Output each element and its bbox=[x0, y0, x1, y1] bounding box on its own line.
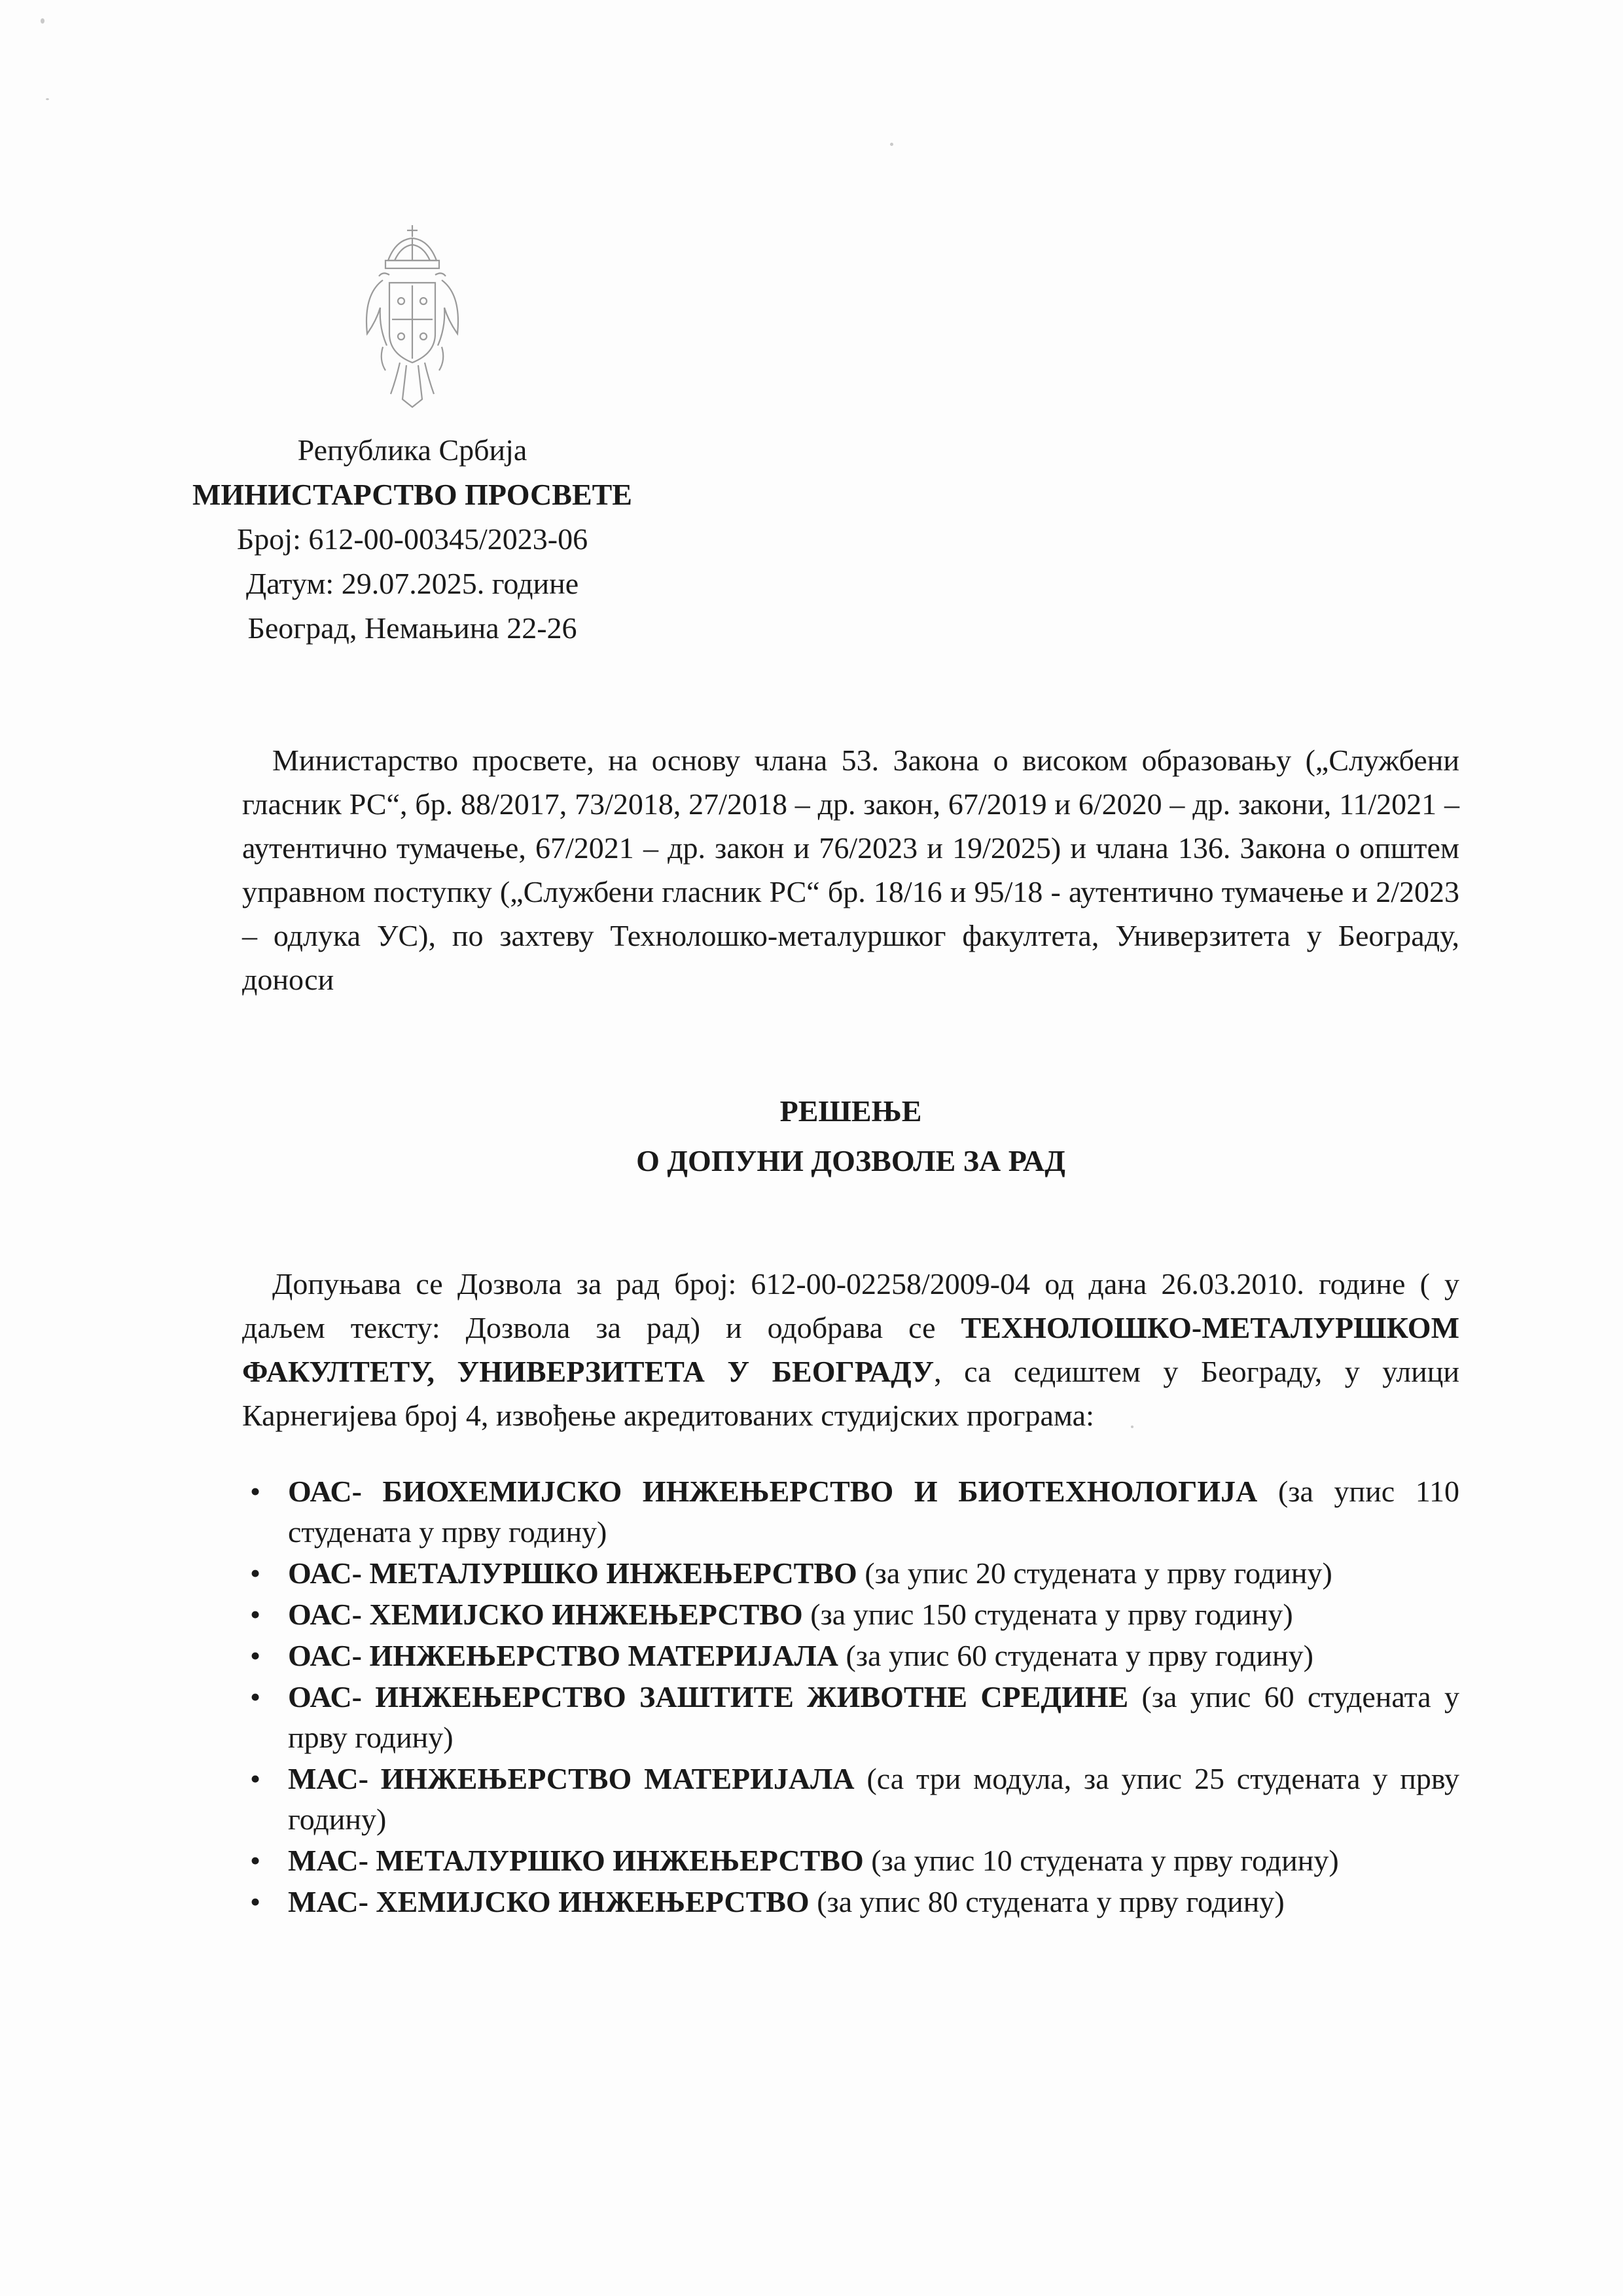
bullet-icon: • bbox=[249, 1639, 261, 1672]
list-item bbox=[242, 1759, 1459, 1840]
intro-paragraph: Министарство просвете, на основу члана 53. Закона о високом образовању („Службени гласник РС“, бр. 88/2017, 73/2018, 27/2018 – др. закон, 67/2019 и 6/2020 – др. закони, 11/2021 – аутентично тумачење, 67/2021 – др. закон и 76/2023 и 19/2025) и члана 136. Закона о општем управном поступку („Службени гласник РС“ бр. 18/16 и 95/18 - аутентично тумачење и 2/2023 – одлука УС), по захтеву Технолошко-металуршког факултета, Универзитета у Београду, доноси bbox=[242, 744, 1459, 996]
bullet-icon: • bbox=[249, 1762, 261, 1795]
list-item bbox=[242, 1471, 1459, 1552]
intro-section bbox=[242, 738, 1459, 1001]
program-name: ОАС- ИНЖЕЊЕРСТВО МАТЕРИЈАЛА bbox=[288, 1639, 839, 1672]
program-detail: (за упис 60 студената у прву годину) bbox=[838, 1639, 1313, 1672]
program-detail: (за упис 10 студената у прву годину) bbox=[863, 1844, 1339, 1877]
institution-name: ТЕХНОЛОШКО-МЕТАЛУРШКОМ ФАКУЛТЕТУ, УНИВЕРЗИТЕТА У БЕОГРАДУ bbox=[242, 1311, 1459, 1388]
program-detail: (за упис 60 студената у прву годину) bbox=[288, 1680, 1459, 1754]
country-name: Република Србија bbox=[297, 433, 527, 467]
decision-text-part-1: Допуњава се Дозвола за рад број: 612-00-02258/2009-04 од дана 26.03.2010. године ( у даљем тексту: Дозвола за рад) и одобрава се bbox=[242, 1267, 1459, 1344]
bullet-icon: • bbox=[249, 1844, 261, 1877]
document-date: Датум: 29.07.2025. године bbox=[245, 567, 579, 600]
program-name: МАС- МЕТАЛУРШКО ИНЖЕЊЕРСТВО bbox=[288, 1844, 864, 1877]
decision-paragraph bbox=[242, 1262, 1459, 1437]
scan-speck bbox=[41, 18, 45, 24]
program-detail: (за упис 20 студената у прву годину) bbox=[857, 1556, 1332, 1590]
letterhead bbox=[157, 223, 668, 651]
bullet-icon: • bbox=[249, 1885, 261, 1918]
title-line-1: РЕШЕЊЕ bbox=[779, 1094, 922, 1128]
list-item bbox=[242, 1677, 1459, 1758]
program-detail: (са три модула, за упис 25 студената у прву годину) bbox=[288, 1762, 1459, 1836]
scan-speck bbox=[890, 143, 893, 146]
list-item bbox=[242, 1840, 1459, 1881]
list-item bbox=[242, 1636, 1459, 1676]
title-line-2: О ДОПУНИ ДОЗВОЛЕ ЗА РАД bbox=[636, 1144, 1065, 1177]
program-name: МАС- ИНЖЕЊЕРСТВО МАТЕРИЈАЛА bbox=[288, 1762, 855, 1795]
ministry-address: Београд, Немањина 22-26 bbox=[247, 611, 577, 645]
program-name: ОАС- ИНЖЕЊЕРСТВО ЗАШТИТЕ ЖИВОТНЕ СРЕДИНЕ bbox=[288, 1680, 1129, 1713]
bullet-icon: • bbox=[249, 1556, 261, 1590]
program-name: ОАС- ХЕМИЈСКО ИНЖЕЊЕРСТВО bbox=[288, 1598, 803, 1631]
decision-section bbox=[242, 1262, 1459, 1437]
program-name: ОАС- БИОХЕМИЈСКО ИНЖЕЊЕРСТВО И БИОТЕХНОЛОГИЈА bbox=[288, 1475, 1258, 1508]
program-name: МАС- ХЕМИЈСКО ИНЖЕЊЕРСТВО bbox=[288, 1885, 810, 1918]
ministry-name: МИНИСТАРСТВО ПРОСВЕТЕ bbox=[192, 478, 632, 511]
scan-speck bbox=[46, 98, 49, 100]
bullet-icon: • bbox=[249, 1598, 261, 1631]
document-number: Број: 612-00-00345/2023-06 bbox=[236, 522, 588, 556]
decision-text-part-2: , са седиштем у Београду, у улици Карнегијева број 4, извођење акредитованих студијских програма: bbox=[242, 1355, 1459, 1432]
program-name: ОАС- МЕТАЛУРШКО ИНЖЕЊЕРСТВО bbox=[288, 1556, 857, 1590]
program-detail: (за упис 80 студената у прву годину) bbox=[809, 1885, 1285, 1918]
bullet-icon: • bbox=[249, 1680, 261, 1713]
bullet-icon: • bbox=[249, 1475, 261, 1508]
list-item bbox=[242, 1594, 1459, 1635]
program-detail: (за упис 150 студената у прву годину) bbox=[802, 1598, 1293, 1631]
decision-title bbox=[242, 1086, 1459, 1186]
program-detail: (за упис 110 студената у прву годину) bbox=[288, 1475, 1459, 1549]
list-item bbox=[242, 1553, 1459, 1594]
list-item bbox=[242, 1882, 1459, 1922]
serbia-coat-of-arms-icon bbox=[350, 223, 474, 412]
study-programs-list bbox=[242, 1471, 1459, 1923]
